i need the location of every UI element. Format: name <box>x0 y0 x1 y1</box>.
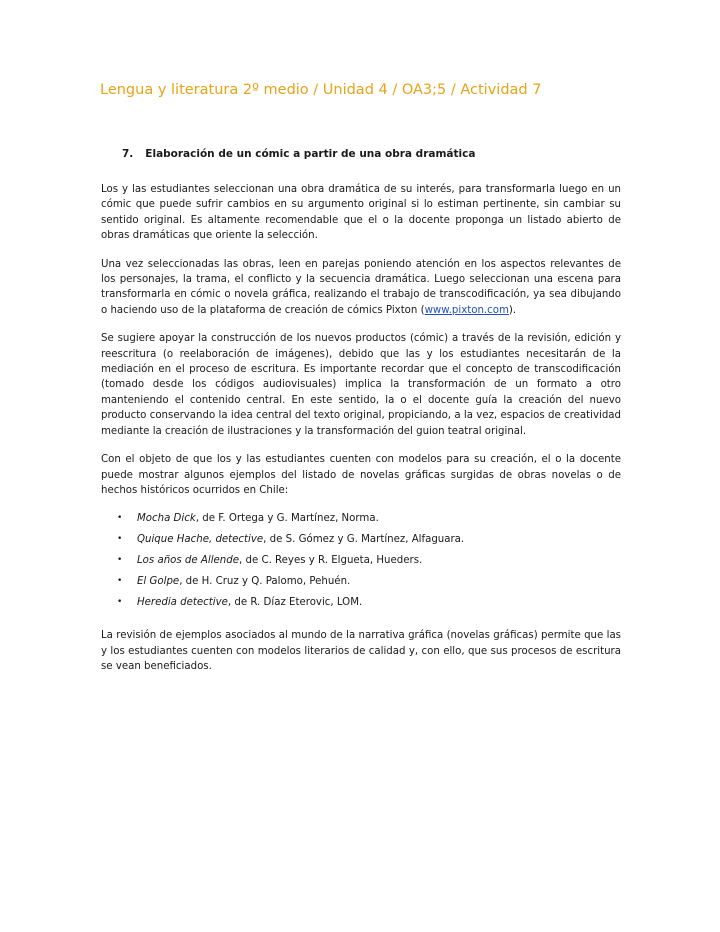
work-title: El Golpe <box>137 576 180 588</box>
pixton-link[interactable]: www.pixton.com <box>424 304 509 316</box>
work-title: Los años de Allende <box>137 555 239 567</box>
work-title: Mocha Dick <box>137 513 196 525</box>
graphic-novels-list <box>101 511 621 616</box>
work-details: , de F. Ortega y G. Martínez, Norma. <box>195 513 379 525</box>
paragraph-reading <box>101 257 621 319</box>
paragraph-models: Con el objeto de que los y las estudiantes cuenten con modelos para su creación, el o la docente puede mostrar algunos ejemplos del listado de novelas gráficas surgidas de obras novelas o de hechos históricos ocurridos en Chile: <box>101 454 621 496</box>
bullet-icon: • <box>117 534 123 545</box>
bullet-icon: • <box>117 597 123 608</box>
work-details: , de H. Cruz y Q. Palomo, Pehuén. <box>179 576 351 588</box>
list-item <box>101 532 621 553</box>
page-header-title: Lengua y literatura 2º medio / Unidad 4 / OA3;5 / Actividad 7 <box>100 82 542 98</box>
section-heading <box>122 148 475 160</box>
work-title: Heredia detective <box>137 597 228 609</box>
section-title: Elaboración de un cómic a partir de una obra dramática <box>145 148 476 160</box>
document-body <box>101 182 621 688</box>
work-title: Quique Hache, detective <box>137 534 264 546</box>
bullet-icon: • <box>117 513 123 524</box>
paragraph-reading-text: Una vez seleccionadas las obras, leen en parejas poniendo atención en los aspectos relevantes de los personajes, la trama, el conflicto y la secuencia dramática. Luego seleccionan una escena para transformarla en cómic o novela gráfica, realizando el trabajo de transcodificación, ya sea dibujando o haciendo uso de la plataforma de creación de cómics Pixton ( <box>101 258 621 316</box>
work-details: , de C. Reyes y R. Elgueta, Hueders. <box>239 555 423 567</box>
paragraph-selection: Los y las estudiantes seleccionan una obra dramática de su interés, para transformarla luego en un cómic que puede sufrir cambios en su argumento original si lo estiman pertinente, sin cambiar su sentido original. Es altamente recomendable que el o la docente proponga un listado abierto de obras dramáticas que oriente la selección. <box>101 184 621 242</box>
paragraph-conclusion: La revisión de ejemplos asociados al mundo de la narrativa gráfica (novelas gráficas) permite que las y los estudiantes cuenten con modelos literarios de calidad y, con ello, que sus procesos de escritura se vean beneficiados. <box>101 630 621 673</box>
work-details: , de R. Díaz Eterovic, LOM. <box>227 597 363 609</box>
bullet-icon: • <box>117 555 123 566</box>
work-details: , de S. Gómez y G. Martínez, Alfaguara. <box>263 534 465 546</box>
list-item <box>101 595 621 616</box>
section-number: 7. <box>122 148 134 160</box>
list-item <box>101 574 621 595</box>
bullet-icon: • <box>117 576 123 587</box>
paragraph-reading-end: ). <box>508 304 517 316</box>
paragraph-transcoding: Se sugiere apoyar la construcción de los nuevos productos (cómic) a través de la revisión, edición y reescritura (o reelaboración de imágenes), debido que las y los estudiantes necesitarán de la mediación en el proceso de escritura. Es importante recordar que el concepto de transcodificación (tomado desde los códigos audiovisuales) implica la transformación de un formato a otro manteniendo el contenido central. En este sentido, la o el docente guía la creación del nuevo producto conservando la idea central del texto original, propiciando, a la vez, espacios de creatividad mediante la creación de ilustraciones y la transformación del guion teatral original. <box>101 333 621 437</box>
list-item <box>101 511 621 532</box>
list-item <box>101 553 621 574</box>
